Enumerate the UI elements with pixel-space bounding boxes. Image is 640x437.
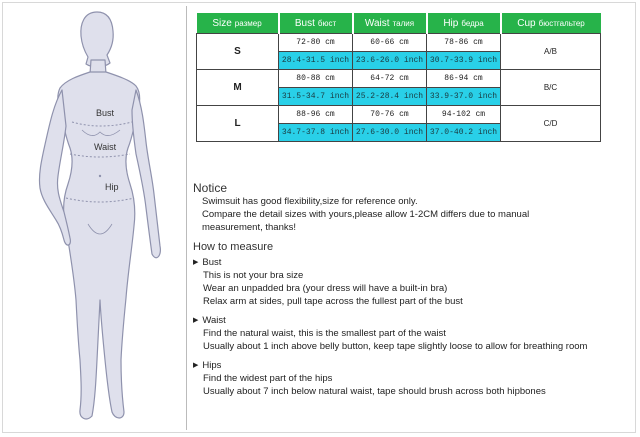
instruction-line: Usually about 1 inch above belly button, keep tape slightly loose to allow for breathing room (203, 341, 588, 352)
waist-inch-cell: 27.6-30.0 inch (353, 124, 427, 142)
bust-inch-cell: 31.5-34.7 inch (279, 88, 353, 106)
cup-cell: A/B (501, 34, 601, 70)
bust-section-heading: ▶ Bust (193, 257, 222, 268)
triangle-bullet-icon: ▶ (193, 362, 199, 369)
waist-cm-cell: 64-72 cm (353, 70, 427, 88)
instruction-line: Find the natural waist, this is the smallest part of the waist (203, 328, 446, 339)
waist-cm-cell: 60-66 cm (353, 34, 427, 52)
notice-line: Compare the detail sizes with yours,please allow 1-2CM differs due to manual (202, 209, 530, 220)
triangle-bullet-icon: ▶ (193, 259, 199, 266)
header-waist: Waist талия (353, 13, 427, 34)
instruction-line: Find the widest part of the hips (203, 373, 333, 384)
size-cell: S (197, 34, 279, 70)
bust-inch-cell: 28.4-31.5 inch (279, 52, 353, 70)
size-cell: M (197, 70, 279, 106)
size-table-header-row (197, 13, 601, 34)
body-figure-panel (0, 0, 185, 437)
instruction-line: Wear an unpadded bra (your dress will have a built-in bra) (203, 283, 448, 294)
instruction-line: Usually about 7 inch below natural waist, tape should brush across both hipbones (203, 386, 546, 397)
instruction-line: This is not your bra size (203, 270, 304, 281)
panel-divider (186, 6, 187, 430)
waist-label: Waist (94, 142, 117, 152)
hips-section-heading: ▶ Hips (193, 360, 222, 371)
header-bust: Bust бюст (279, 13, 353, 34)
table-row (197, 34, 601, 52)
instruction-line: Relax arm at sides, pull tape across the fullest part of the bust (203, 296, 463, 307)
hip-inch-cell: 30.7-33.9 inch (427, 52, 501, 70)
header-hip: Hip бедра (427, 13, 501, 34)
bust-label: Bust (96, 108, 115, 118)
size-chart-table (196, 13, 601, 142)
waist-section-heading: ▶ Waist (193, 315, 226, 326)
hip-label: Hip (105, 182, 119, 192)
hip-inch-cell: 33.9-37.0 inch (427, 88, 501, 106)
cup-cell: C/D (501, 106, 601, 142)
bust-cm-cell: 72-80 cm (279, 34, 353, 52)
waist-inch-cell: 25.2-28.4 inch (353, 88, 427, 106)
header-size: Size размер (197, 13, 279, 34)
hip-cm-cell: 86-94 cm (427, 70, 501, 88)
waist-inch-cell: 23.6-26.0 inch (353, 52, 427, 70)
bust-cm-cell: 80-88 cm (279, 70, 353, 88)
bust-cm-cell: 88-96 cm (279, 106, 353, 124)
table-row (197, 106, 601, 124)
cup-cell: B/C (501, 70, 601, 106)
body-figure-illustration (0, 0, 185, 437)
notice-line: Swimsuit has good flexibility,size for reference only. (202, 196, 418, 207)
how-to-measure-title: How to measure (193, 241, 274, 253)
notice-line: measurement, thanks! (202, 222, 296, 233)
triangle-bullet-icon: ▶ (193, 317, 199, 324)
head-shape (81, 12, 113, 67)
right-arm-shape (132, 90, 160, 258)
notice-title: Notice (193, 181, 228, 195)
waist-cm-cell: 70-76 cm (353, 106, 427, 124)
table-row (197, 70, 601, 88)
torso-shape (58, 72, 140, 419)
header-cup: Cup бюстгальтер (501, 13, 601, 34)
hip-cm-cell: 78-86 cm (427, 34, 501, 52)
bust-inch-cell: 34.7-37.8 inch (279, 124, 353, 142)
hip-inch-cell: 37.0-40.2 inch (427, 124, 501, 142)
notes-section (193, 181, 633, 398)
size-cell: L (197, 106, 279, 142)
hip-cm-cell: 94-102 cm (427, 106, 501, 124)
